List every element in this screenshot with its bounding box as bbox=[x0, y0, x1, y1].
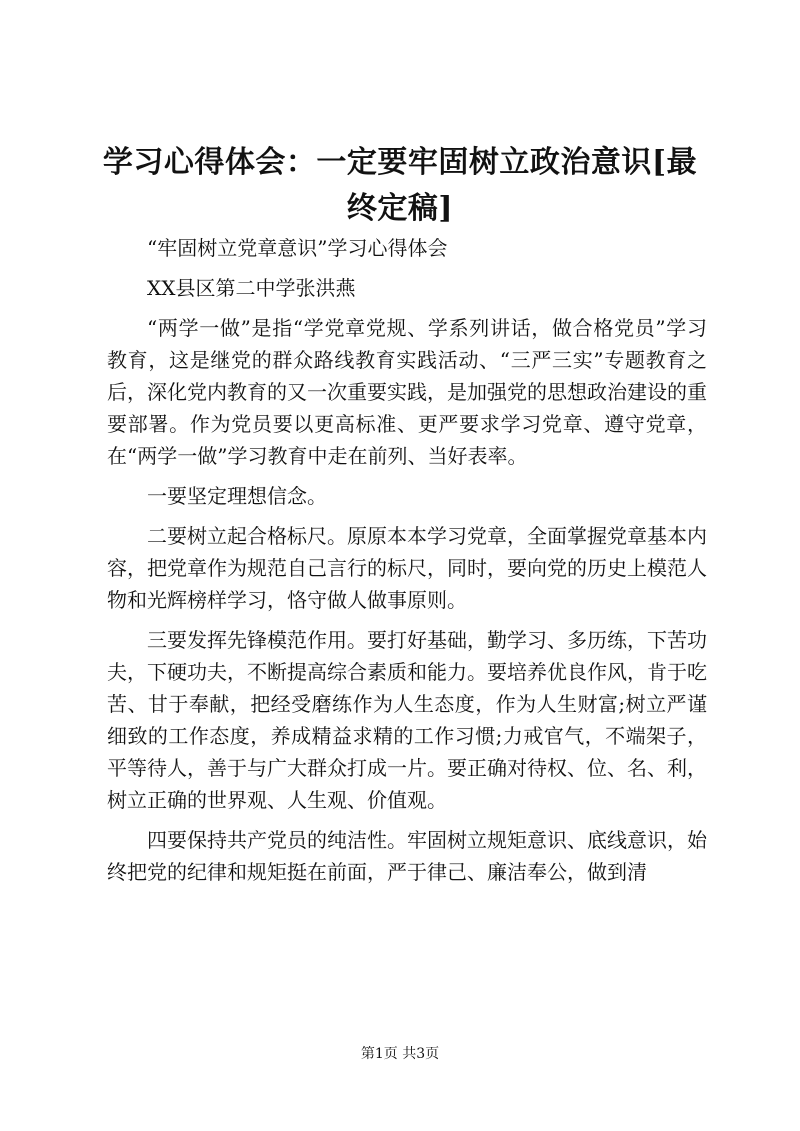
paragraph-point-2: 二要树立起合格标尺。原原本本学习党章，全面掌握党章基本内容，把党章作为规范自己言行的标尺，同时，要向党的历史上模范人物和光辉榜样学习，恪守做人做事原则。 bbox=[107, 524, 707, 612]
paragraph-point-4: 四要保持共产党员的纯洁性。牢固树立规矩意识、底线意识，始终把党的纪律和规矩挺在前面，严于律己、廉洁奉公，做到清 bbox=[107, 828, 707, 884]
paragraph-author: XX县区第二中学张洪燕 bbox=[147, 276, 356, 300]
document-body bbox=[107, 232, 707, 896]
page-footer: 第1页 共3页 bbox=[360, 1046, 440, 1062]
paragraph-point-1: 一要坚定理想信念。 bbox=[147, 484, 327, 508]
paragraph-point-3: 三要发挥先锋模范作用。要打好基础，勤学习、多历练，下苦功夫，下硬功夫，不断提高综合素质和能力。要培养优良作风，肯于吃苦、甘于奉献，把经受磨练作为人生态度，作为人生财富;树立严谨细致的工作态度，养成精益求精的工作习惯;力戒官气，不端架子，平等待人，善于与广大群众打成一片。要正确对待权、位、名、利，树立正确的世界观、人生观、价值观。 bbox=[107, 628, 707, 812]
paragraph-intro: “两学一做”是指“学党章党规、学系列讲话，做合格党员”学习教育，这是继党的群众路线教育实践活动、“三严三实”专题教育之后，深化党内教育的又一次重要实践，是加强党的思想政治建设的重要部署。作为党员要以更高标准、更严要求学习党章、遵守党章，在“两学一做”学习教育中走在前列、当好表率。 bbox=[107, 316, 707, 468]
document-title: 学习心得体会：一定要牢固树立政治意识[最终定稿] bbox=[102, 145, 698, 226]
paragraph-subtitle: “牢固树立党章意识”学习心得体会 bbox=[147, 236, 448, 260]
